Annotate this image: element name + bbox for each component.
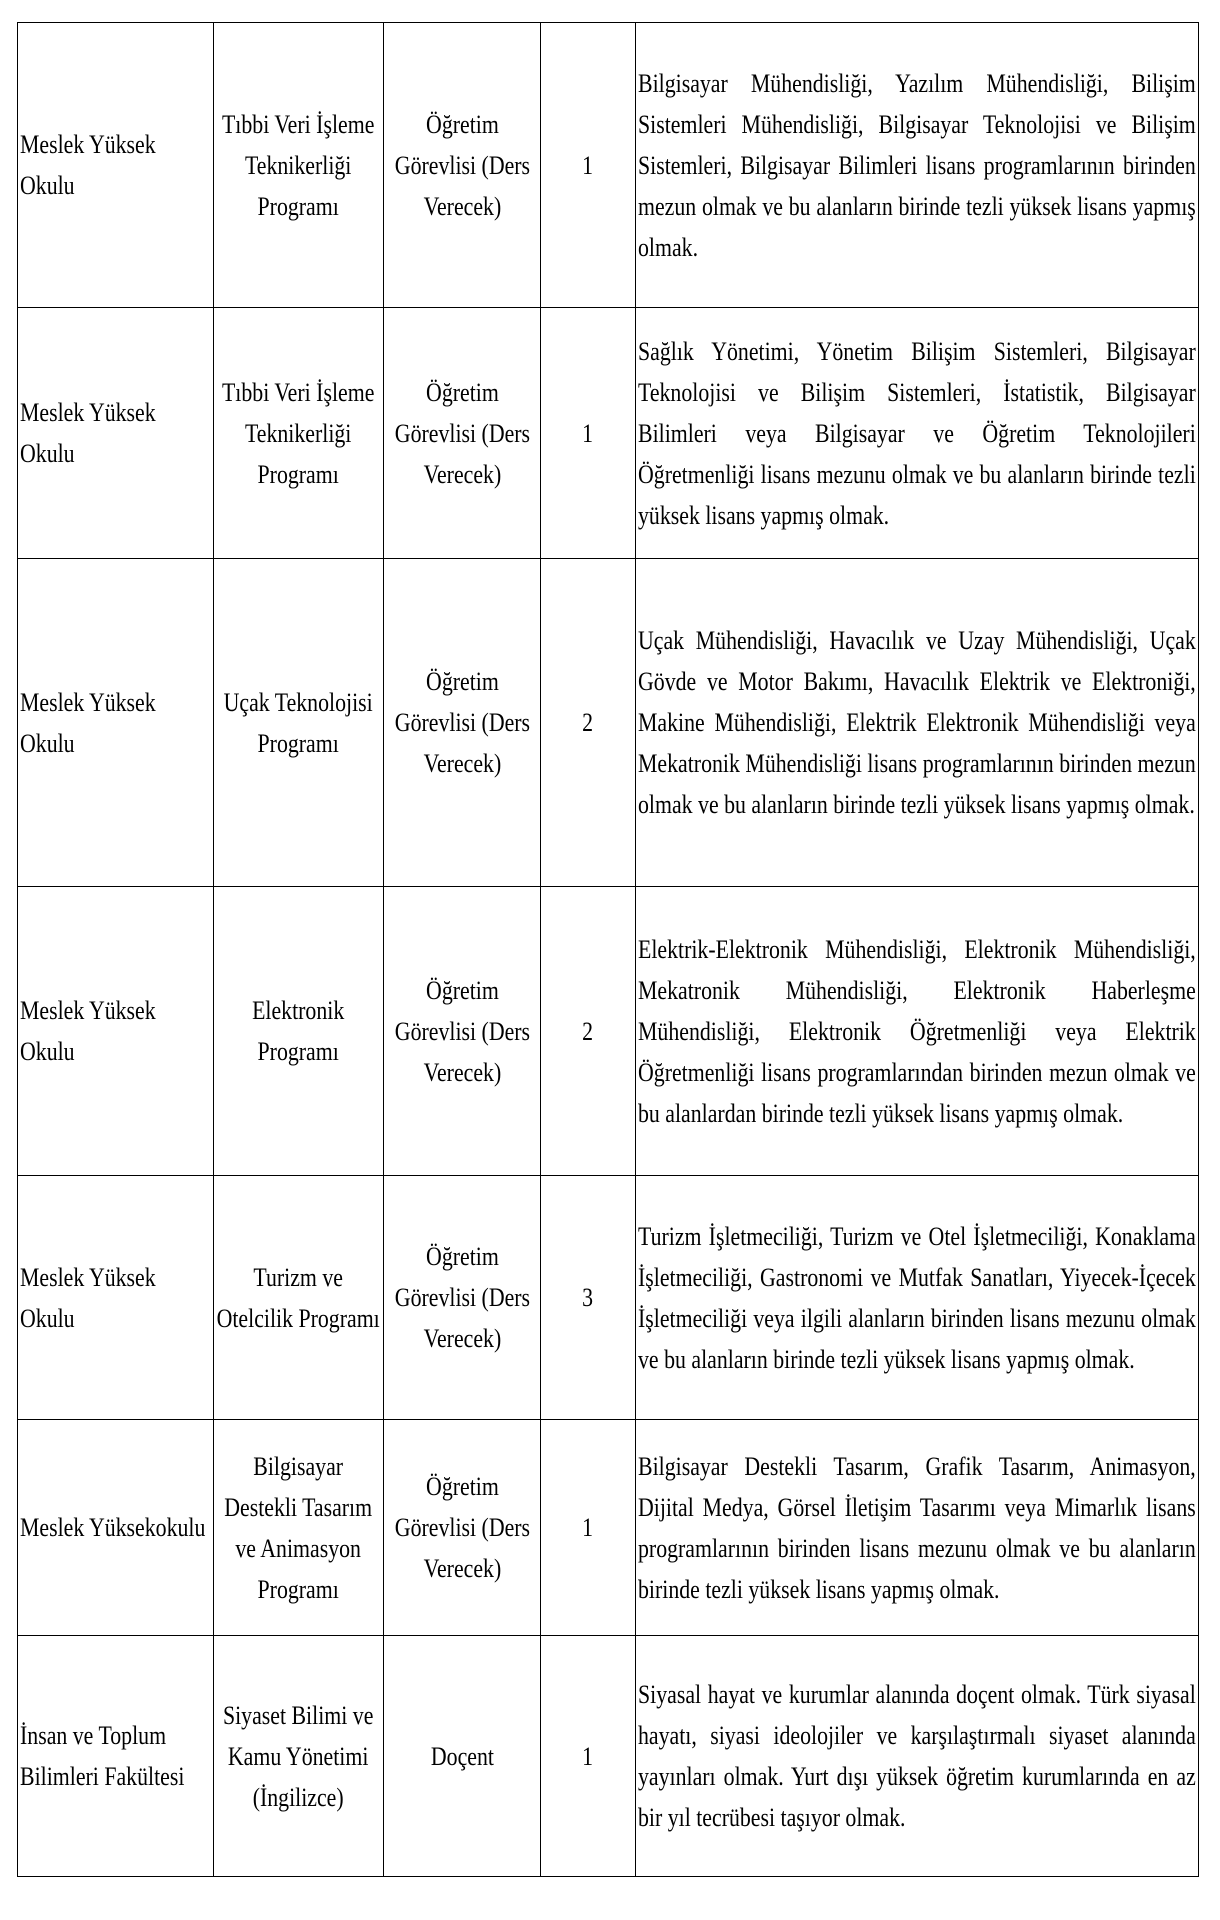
requirements-text: Siyasal hayat ve kurumlar alanında doçent olmak. Türk siyasal hayatı, siyasi ideolojiler ve karşılaştırmalı siyaset alanında yayınları olmak. Yurt dışı yüksek öğretim kurumlarında en az bir yıl tecrübesi taşıyor olmak.	[638, 1680, 1196, 1832]
unit-cell	[18, 887, 214, 1176]
requirements-text: Bilgisayar Mühendisliği, Yazılım Mühendisliği, Bilişim Sistemleri Mühendisliği, Bilgisayar Teknolojisi ve Bilişim Sistemleri, Bilgisayar Bilimleri lisans programlarının birinden mezun olmak ve bu alanların birinde tezli yüksek lisans yapmış olmak.	[638, 68, 1196, 262]
program-text: Turizm ve Otelcilik Programı	[216, 1262, 381, 1333]
requirements-text: Uçak Mühendisliği, Havacılık ve Uzay Mühendisliği, Uçak Gövde ve Motor Bakımı, Havacılık Elektrik ve Elektroniği, Makine Mühendisliği, Elektrik Elektronik Mühendisliği veya Mekatronik Mühendisliği lisans programlarının birinden mezun olmak ve bu alanların birinde tezli yüksek lisans yapmış olmak.	[638, 626, 1196, 819]
unit-text: Meslek Yüksek Okulu	[20, 398, 156, 468]
count-cell	[541, 1636, 636, 1877]
table-row	[18, 887, 1199, 1176]
count-cell	[541, 1420, 636, 1636]
requirements-text: Sağlık Yönetimi, Yönetim Bilişim Sistemleri, Bilgisayar Teknolojisi ve Bilişim Sistemleri, İstatistik, Bilgisayar Bilimleri veya Bilgisayar ve Öğretim Teknolojileri Öğretmenliği lisans mezunu olmak ve bu alanların birinde tezli yüksek lisans yapmış olmak.	[638, 336, 1196, 530]
requirements-cell	[636, 308, 1199, 559]
positions-table	[17, 22, 1199, 1877]
position-text: Öğretim Görevlisi (Ders Verecek)	[394, 1472, 530, 1583]
requirements-cell	[636, 559, 1199, 887]
requirements-cell	[636, 1420, 1199, 1636]
count-cell	[541, 1176, 636, 1420]
table-row	[18, 1636, 1199, 1877]
unit-cell	[18, 1636, 214, 1877]
position-cell	[384, 1176, 541, 1420]
position-cell	[384, 1420, 541, 1636]
unit-text: Meslek Yüksek Okulu	[20, 130, 156, 200]
unit-text: Meslek Yüksek Okulu	[20, 1262, 156, 1333]
table-row	[18, 308, 1199, 559]
position-text: Öğretim Görevlisi (Ders Verecek)	[394, 667, 530, 778]
position-cell	[384, 559, 541, 887]
position-text: Öğretim Görevlisi (Ders Verecek)	[394, 975, 530, 1087]
table-row	[18, 559, 1199, 887]
position-text: Öğretim Görevlisi (Ders Verecek)	[394, 1242, 530, 1353]
count-text: 2	[582, 1016, 594, 1046]
count-text: 1	[582, 418, 594, 448]
table-row	[18, 1176, 1199, 1420]
program-text: Uçak Teknolojisi Programı	[223, 687, 374, 758]
position-cell	[384, 1636, 541, 1877]
count-cell	[541, 308, 636, 559]
position-cell	[384, 23, 541, 308]
unit-text: İnsan ve Toplum Bilimleri Fakültesi	[20, 1721, 185, 1791]
count-text: 1	[582, 1513, 594, 1542]
position-text: Doçent	[430, 1741, 494, 1771]
unit-text: Meslek Yüksek Okulu	[20, 687, 156, 758]
program-text: Siyaset Bilimi ve Kamu Yönetimi (İngilizce)	[223, 1700, 374, 1812]
count-text: 1	[582, 1741, 594, 1771]
requirements-text: Elektrik-Elektronik Mühendisliği, Elektronik Mühendisliği, Mekatronik Mühendisliği, Elektronik Haberleşme Mühendisliği, Elektronik Öğretmenliği veya Elektrik Öğretmenliği lisans programlarından birinden mezun olmak ve bu alanlardan birinde tezli yüksek lisans yapmış olmak.	[638, 934, 1196, 1128]
unit-cell	[18, 23, 214, 308]
program-cell	[214, 23, 384, 308]
count-cell	[541, 23, 636, 308]
unit-cell	[18, 1420, 214, 1636]
program-text: Bilgisayar Destekli Tasarım ve Animasyon Programı	[224, 1451, 373, 1604]
position-cell	[384, 308, 541, 559]
unit-cell	[18, 559, 214, 887]
unit-cell	[18, 308, 214, 559]
program-cell	[214, 308, 384, 559]
program-cell	[214, 1420, 384, 1636]
count-text: 3	[582, 1283, 594, 1312]
requirements-cell	[636, 23, 1199, 308]
requirements-cell	[636, 1636, 1199, 1877]
table-row	[18, 1420, 1199, 1636]
count-text: 1	[582, 150, 594, 180]
table-row	[18, 23, 1199, 308]
position-text: Öğretim Görevlisi (Ders Verecek)	[394, 109, 530, 221]
program-cell	[214, 1636, 384, 1877]
position-text: Öğretim Görevlisi (Ders Verecek)	[394, 377, 530, 489]
count-cell	[541, 887, 636, 1176]
program-text: Tıbbi Veri İşleme Teknikerliği Programı	[222, 109, 375, 221]
program-text: Tıbbi Veri İşleme Teknikerliği Programı	[222, 377, 375, 489]
program-cell	[214, 887, 384, 1176]
requirements-cell	[636, 1176, 1199, 1420]
count-text: 2	[582, 708, 594, 737]
requirements-text: Turizm İşletmeciliği, Turizm ve Otel İşletmeciliği, Konaklama İşletmeciliği, Gastronomi ve Mutfak Sanatları, Yiyecek-İçecek İşletmeciliği veya ilgili alanların birinden lisans mezunu olmak ve bu alanların birinde tezli yüksek lisans yapmış olmak.	[638, 1221, 1196, 1374]
unit-text: Meslek Yüksekokulu	[20, 1513, 206, 1542]
unit-cell	[18, 1176, 214, 1420]
unit-text: Meslek Yüksek Okulu	[20, 996, 156, 1066]
program-cell	[214, 1176, 384, 1420]
position-cell	[384, 887, 541, 1176]
program-text: Elektronik Programı	[252, 996, 345, 1066]
requirements-cell	[636, 887, 1199, 1176]
program-cell	[214, 559, 384, 887]
requirements-text: Bilgisayar Destekli Tasarım, Grafik Tasarım, Animasyon, Dijital Medya, Görsel İletişim Tasarımı veya Mimarlık lisans programlarının birinden lisans mezunu olmak ve bu alanların birinde tezli yüksek lisans yapmış olmak.	[638, 1451, 1196, 1604]
count-cell	[541, 559, 636, 887]
